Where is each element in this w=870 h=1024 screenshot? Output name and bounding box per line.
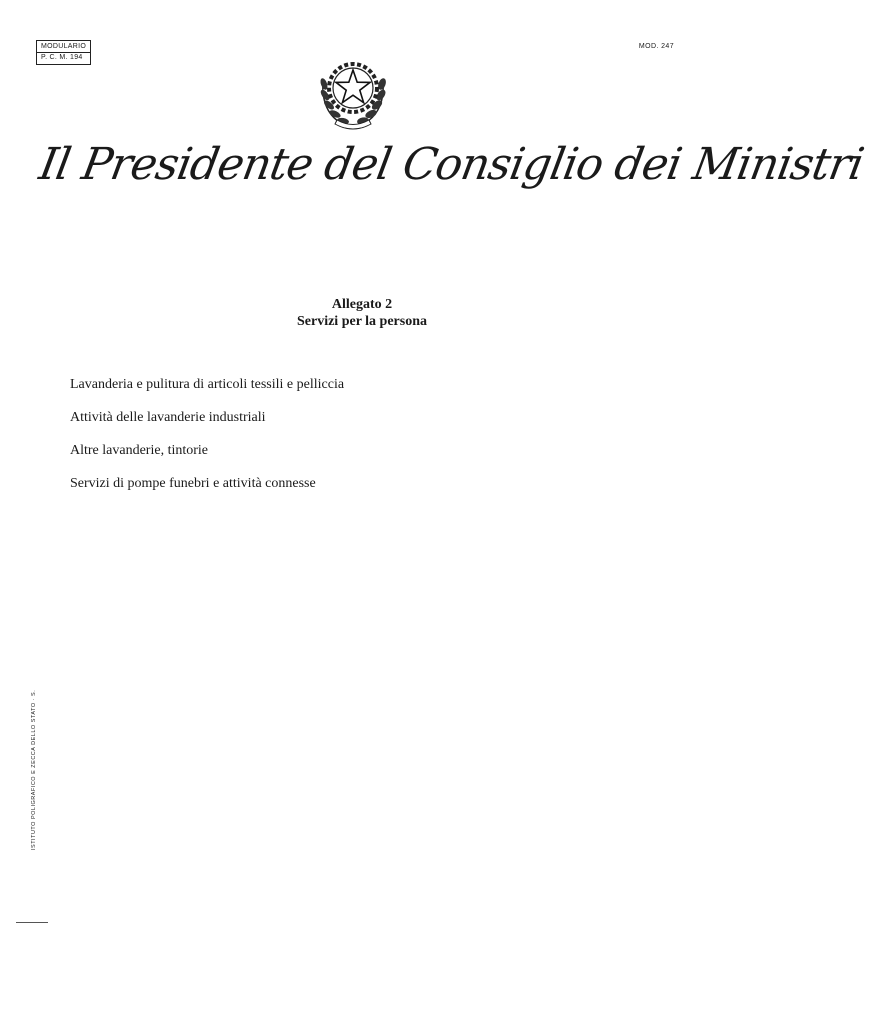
modulario-label: MODULARIO xyxy=(41,43,87,50)
margin-rule xyxy=(16,922,48,923)
modulario-code: P. C. M. 194 xyxy=(41,54,83,61)
list-item: Lavanderia e pulitura di articoli tessili e pelliccia xyxy=(70,377,345,392)
annex-title: Servizi per la persona xyxy=(296,314,427,329)
modulario-box xyxy=(36,40,91,65)
list-item: Servizi di pompe funebri e attività connesse xyxy=(70,476,316,491)
list-item: Altre lavanderie, tintorie xyxy=(70,443,208,458)
letterhead-title: Il Presidente del Consiglio dei Ministri xyxy=(35,139,867,190)
printer-imprint: ISTITUTO POLIGRAFICO E ZECCA DELLO STATO · S. xyxy=(31,689,37,850)
annex-label: Allegato 2 xyxy=(331,297,393,312)
list-item: Attività delle lavanderie industriali xyxy=(70,410,266,425)
activity-list xyxy=(70,376,344,508)
form-code: MOD. 247 xyxy=(638,43,674,50)
